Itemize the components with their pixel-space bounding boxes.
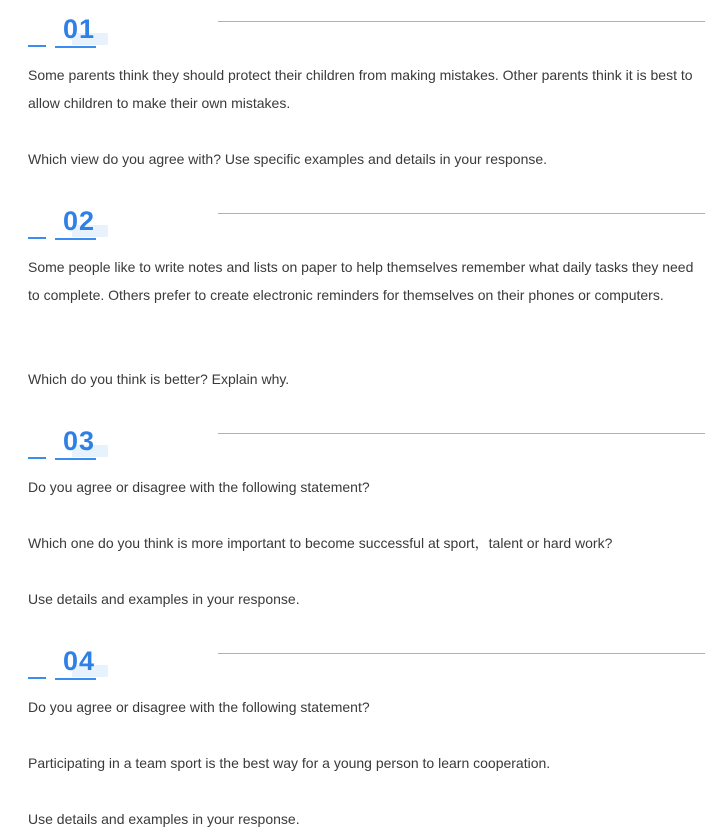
section-header (0, 632, 717, 678)
question-text: Which view do you agree with? Use specific examples and details in your response. (28, 151, 548, 167)
section-number: 01 (63, 14, 96, 44)
header-dash (28, 677, 46, 679)
number-underline (55, 458, 96, 460)
number-underline (55, 678, 96, 680)
question-text: Do you agree or disagree with the following statement? (28, 479, 370, 495)
question-section-02 (0, 192, 717, 387)
header-rule (218, 21, 705, 22)
section-number: 04 (63, 646, 96, 676)
header-dash (28, 457, 46, 459)
section-header (0, 0, 717, 46)
section-header (0, 192, 717, 238)
header-rule (218, 433, 705, 434)
question-text: Which do you think is better? Explain why. (28, 371, 290, 387)
question-text: Do you agree or disagree with the following statement? (28, 699, 370, 715)
header-rule (218, 213, 705, 214)
question-section-04 (0, 632, 717, 827)
number-underline (55, 46, 96, 48)
header-dash (28, 237, 46, 239)
section-number: 02 (63, 206, 96, 236)
question-text: Some people like to write notes and lists on paper to help themselves remember what daily tasks they need to complete. Others prefer to create electronic reminders for themselves on their phones or computers. (28, 259, 694, 303)
question-text: Some parents think they should protect their children from making mistakes. Other parents think it is best to allow children to make their own mistakes. (28, 67, 693, 111)
section-header (0, 412, 717, 458)
question-section-03 (0, 412, 717, 607)
question-text: Use details and examples in your response. (28, 591, 300, 607)
question-text: Participating in a team sport is the best way for a young person to learn cooperation. (28, 755, 551, 771)
section-number: 03 (63, 426, 96, 456)
number-underline (55, 238, 96, 240)
question-section-01 (0, 0, 717, 167)
question-text: Use details and examples in your response. (28, 811, 300, 827)
header-dash (28, 45, 46, 47)
header-rule (218, 653, 705, 654)
question-text: Which one do you think is more important to become successful at sport，talent or hard work? (28, 535, 613, 551)
